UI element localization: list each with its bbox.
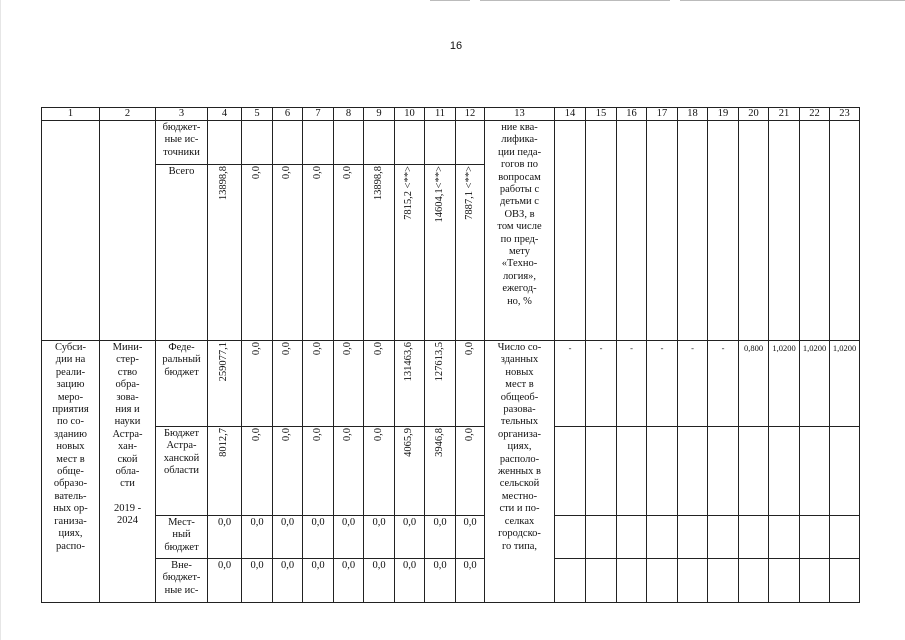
value-cell bbox=[364, 121, 395, 165]
event-text: Субси- дии на реали- зацию меро- приятия по со- зданию новых мест в обще- образо- ватель- ных ор- ганиза- циях, распо- bbox=[52, 342, 89, 552]
table-row bbox=[42, 516, 860, 559]
value-text: 3946,8 bbox=[433, 428, 445, 457]
value-cell: 0,0 bbox=[208, 516, 242, 559]
value-cell bbox=[303, 121, 334, 165]
header-cell: 5 bbox=[242, 108, 273, 121]
value-text: 4065,9 bbox=[403, 428, 415, 457]
value-text: 127613,5 bbox=[433, 342, 445, 382]
header-cell: 11 bbox=[425, 108, 456, 121]
value-cell: 0,0 bbox=[395, 559, 425, 603]
target-cell bbox=[555, 559, 586, 603]
table-row bbox=[42, 427, 860, 516]
executor-cell bbox=[100, 341, 156, 603]
target-cell bbox=[800, 427, 830, 516]
value-text: 0,0 bbox=[342, 342, 354, 356]
target-cell bbox=[708, 427, 739, 516]
source-cell bbox=[156, 341, 208, 427]
target-cell bbox=[739, 427, 769, 516]
value-cell: 0,0 bbox=[425, 559, 456, 603]
value-cell bbox=[273, 165, 303, 341]
target-cell: - bbox=[586, 341, 617, 427]
value-cell: 0,0 bbox=[425, 516, 456, 559]
target-cell bbox=[678, 121, 708, 341]
value-cell bbox=[456, 427, 485, 516]
target-cell bbox=[586, 559, 617, 603]
value-text: 0,0 bbox=[372, 428, 384, 442]
value-cell bbox=[273, 427, 303, 516]
target-cell bbox=[586, 516, 617, 559]
target-cell bbox=[800, 516, 830, 559]
value-text: 0,0 bbox=[372, 342, 384, 356]
value-cell: 0,0 bbox=[303, 559, 334, 603]
target-cell bbox=[555, 516, 586, 559]
value-cell bbox=[425, 427, 456, 516]
target-cell: - bbox=[555, 341, 586, 427]
value-cell bbox=[395, 427, 425, 516]
target-cell bbox=[555, 427, 586, 516]
source-text: Вне- бюджет- ные ис- bbox=[162, 560, 201, 596]
value-cell bbox=[208, 427, 242, 516]
scan-rule bbox=[480, 0, 670, 1]
target-cell bbox=[830, 516, 860, 559]
header-cell: 8 bbox=[334, 108, 364, 121]
value-cell bbox=[208, 121, 242, 165]
table-row bbox=[42, 121, 860, 165]
value-cell: 0,0 bbox=[273, 559, 303, 603]
value-text: 7887,1 <**> bbox=[463, 166, 475, 220]
target-cell bbox=[678, 559, 708, 603]
value-cell bbox=[242, 341, 273, 427]
source-text: Феде- ральный бюджет bbox=[162, 342, 201, 378]
target-cell bbox=[617, 559, 647, 603]
target-cell bbox=[586, 121, 617, 341]
target-cell bbox=[830, 427, 860, 516]
table-row bbox=[42, 341, 860, 427]
target-cell bbox=[769, 559, 800, 603]
value-text: 259077,1 bbox=[218, 342, 230, 382]
target-cell bbox=[800, 121, 830, 341]
value-cell bbox=[303, 427, 334, 516]
indicator-text: Число со- зданных новых мест в общеоб- разова- тельных организа- циях, располо- женных в сельской местно- сти и по- селках городско- го типа, bbox=[497, 342, 542, 552]
source-text: Всего bbox=[168, 166, 195, 177]
value-cell bbox=[395, 165, 425, 341]
program-table bbox=[41, 107, 860, 603]
value-cell bbox=[334, 427, 364, 516]
target-cell bbox=[678, 427, 708, 516]
header-cell: 3 bbox=[156, 108, 208, 121]
sheet-edge bbox=[0, 0, 1, 640]
value-cell: 0,0 bbox=[273, 516, 303, 559]
value-cell bbox=[395, 121, 425, 165]
target-cell bbox=[739, 516, 769, 559]
value-text: 0,0 bbox=[281, 428, 293, 442]
target-cell bbox=[647, 516, 678, 559]
header-cell: 15 bbox=[586, 108, 617, 121]
value-cell bbox=[364, 427, 395, 516]
header-cell: 20 bbox=[739, 108, 769, 121]
header-cell: 16 bbox=[617, 108, 647, 121]
table-row bbox=[42, 559, 860, 603]
target-cell bbox=[830, 121, 860, 341]
target-cell bbox=[617, 121, 647, 341]
target-cell bbox=[800, 559, 830, 603]
source-cell bbox=[156, 559, 208, 603]
value-cell bbox=[242, 427, 273, 516]
target-cell bbox=[708, 516, 739, 559]
value-text: 0,0 bbox=[342, 166, 354, 180]
executor-text: Мини- стер- ство обра- зова- ния и науки Астра- хан- ской обла- сти bbox=[112, 342, 143, 490]
value-text: 0,0 bbox=[311, 342, 323, 356]
value-cell bbox=[273, 121, 303, 165]
value-cell bbox=[456, 341, 485, 427]
header-cell: 18 bbox=[678, 108, 708, 121]
source-cell bbox=[156, 165, 208, 341]
header-row bbox=[42, 108, 860, 121]
header-cell: 22 bbox=[800, 108, 830, 121]
source-cell bbox=[156, 427, 208, 516]
value-cell bbox=[303, 341, 334, 427]
target-cell bbox=[739, 121, 769, 341]
value-cell: 0,0 bbox=[242, 559, 273, 603]
value-text: 0,0 bbox=[250, 342, 262, 356]
target-cell bbox=[769, 427, 800, 516]
indicator-cell bbox=[485, 121, 555, 341]
period-text: 2019 - 2024 bbox=[113, 502, 142, 527]
value-cell bbox=[334, 341, 364, 427]
value-text: 0,0 bbox=[250, 166, 262, 180]
target-cell bbox=[647, 121, 678, 341]
value-cell: 0,0 bbox=[242, 516, 273, 559]
value-text: 14604,1<**> bbox=[433, 166, 445, 223]
value-cell bbox=[456, 165, 485, 341]
value-cell: 0,0 bbox=[303, 516, 334, 559]
header-cell: 21 bbox=[769, 108, 800, 121]
target-cell bbox=[708, 559, 739, 603]
target-cell: 1,0200 bbox=[800, 341, 830, 427]
value-cell bbox=[425, 121, 456, 165]
value-cell: 0,0 bbox=[208, 559, 242, 603]
target-cell: - bbox=[678, 341, 708, 427]
value-cell: 0,0 bbox=[364, 559, 395, 603]
value-text: 7815,2 <**> bbox=[403, 166, 415, 220]
value-text: 0,0 bbox=[281, 166, 293, 180]
target-cell bbox=[708, 121, 739, 341]
value-cell bbox=[334, 121, 364, 165]
target-cell bbox=[647, 427, 678, 516]
source-text: бюджет- ные ис- точники bbox=[162, 122, 201, 158]
scan-rule bbox=[680, 0, 905, 1]
value-cell bbox=[242, 121, 273, 165]
value-cell bbox=[208, 165, 242, 341]
header-cell: 1 bbox=[42, 108, 100, 121]
value-cell: 0,0 bbox=[395, 516, 425, 559]
value-cell bbox=[395, 341, 425, 427]
value-text: 13898,8 bbox=[218, 166, 230, 201]
indicator-text: ние ква- лифика- ции педа- гогов по вопросам работы с детьми с ОВЗ, в том числе по пред- мету «Техно- логия», ежегод- но, % bbox=[497, 122, 542, 307]
source-text: Бюджет Астра- ханской области bbox=[163, 428, 200, 477]
source-cell bbox=[156, 516, 208, 559]
header-cell: 19 bbox=[708, 108, 739, 121]
target-cell bbox=[555, 121, 586, 341]
header-cell: 13 bbox=[485, 108, 555, 121]
value-cell: 0,0 bbox=[334, 516, 364, 559]
value-cell bbox=[364, 341, 395, 427]
value-text: 0,0 bbox=[463, 428, 475, 442]
source-cell bbox=[156, 121, 208, 165]
executor-cell-empty bbox=[100, 121, 156, 341]
value-cell: 0,0 bbox=[334, 559, 364, 603]
target-cell: 0,800 bbox=[739, 341, 769, 427]
target-cell: - bbox=[708, 341, 739, 427]
target-cell: 1,0200 bbox=[830, 341, 860, 427]
value-cell: 0,0 bbox=[364, 516, 395, 559]
target-cell bbox=[617, 516, 647, 559]
value-cell bbox=[273, 341, 303, 427]
value-text: 0,0 bbox=[281, 342, 293, 356]
target-cell bbox=[647, 559, 678, 603]
header-cell: 6 bbox=[273, 108, 303, 121]
target-cell bbox=[830, 559, 860, 603]
header-cell: 7 bbox=[303, 108, 334, 121]
scan-rule bbox=[430, 0, 470, 1]
header-cell: 12 bbox=[456, 108, 485, 121]
header-cell: 14 bbox=[555, 108, 586, 121]
target-cell bbox=[739, 559, 769, 603]
value-text: 0,0 bbox=[311, 166, 323, 180]
value-text: 0,0 bbox=[463, 342, 475, 356]
indicator-cell bbox=[485, 341, 555, 603]
value-cell bbox=[242, 165, 273, 341]
event-cell-empty bbox=[42, 121, 100, 341]
value-cell: 0,0 bbox=[456, 559, 485, 603]
header-cell: 4 bbox=[208, 108, 242, 121]
value-cell bbox=[425, 165, 456, 341]
target-cell bbox=[678, 516, 708, 559]
header-cell: 2 bbox=[100, 108, 156, 121]
header-cell: 10 bbox=[395, 108, 425, 121]
event-cell bbox=[42, 341, 100, 603]
value-text: 8012,7 bbox=[218, 428, 230, 457]
value-cell bbox=[364, 165, 395, 341]
value-text: 13898,8 bbox=[372, 166, 384, 201]
target-cell bbox=[617, 427, 647, 516]
target-cell bbox=[769, 121, 800, 341]
page-number: 16 bbox=[449, 40, 463, 52]
value-cell bbox=[425, 341, 456, 427]
target-cell bbox=[586, 427, 617, 516]
value-cell bbox=[334, 165, 364, 341]
target-cell bbox=[769, 516, 800, 559]
value-text: 0,0 bbox=[311, 428, 323, 442]
value-cell bbox=[208, 341, 242, 427]
header-cell: 9 bbox=[364, 108, 395, 121]
target-cell: - bbox=[617, 341, 647, 427]
value-text: 0,0 bbox=[342, 428, 354, 442]
value-cell bbox=[456, 121, 485, 165]
value-text: 131463,6 bbox=[403, 342, 415, 382]
source-text: Мест- ный бюджет bbox=[164, 517, 199, 553]
header-cell: 17 bbox=[647, 108, 678, 121]
value-cell bbox=[303, 165, 334, 341]
target-cell: - bbox=[647, 341, 678, 427]
value-text: 0,0 bbox=[250, 428, 262, 442]
value-cell: 0,0 bbox=[456, 516, 485, 559]
target-cell: 1,0200 bbox=[769, 341, 800, 427]
header-cell: 23 bbox=[830, 108, 860, 121]
